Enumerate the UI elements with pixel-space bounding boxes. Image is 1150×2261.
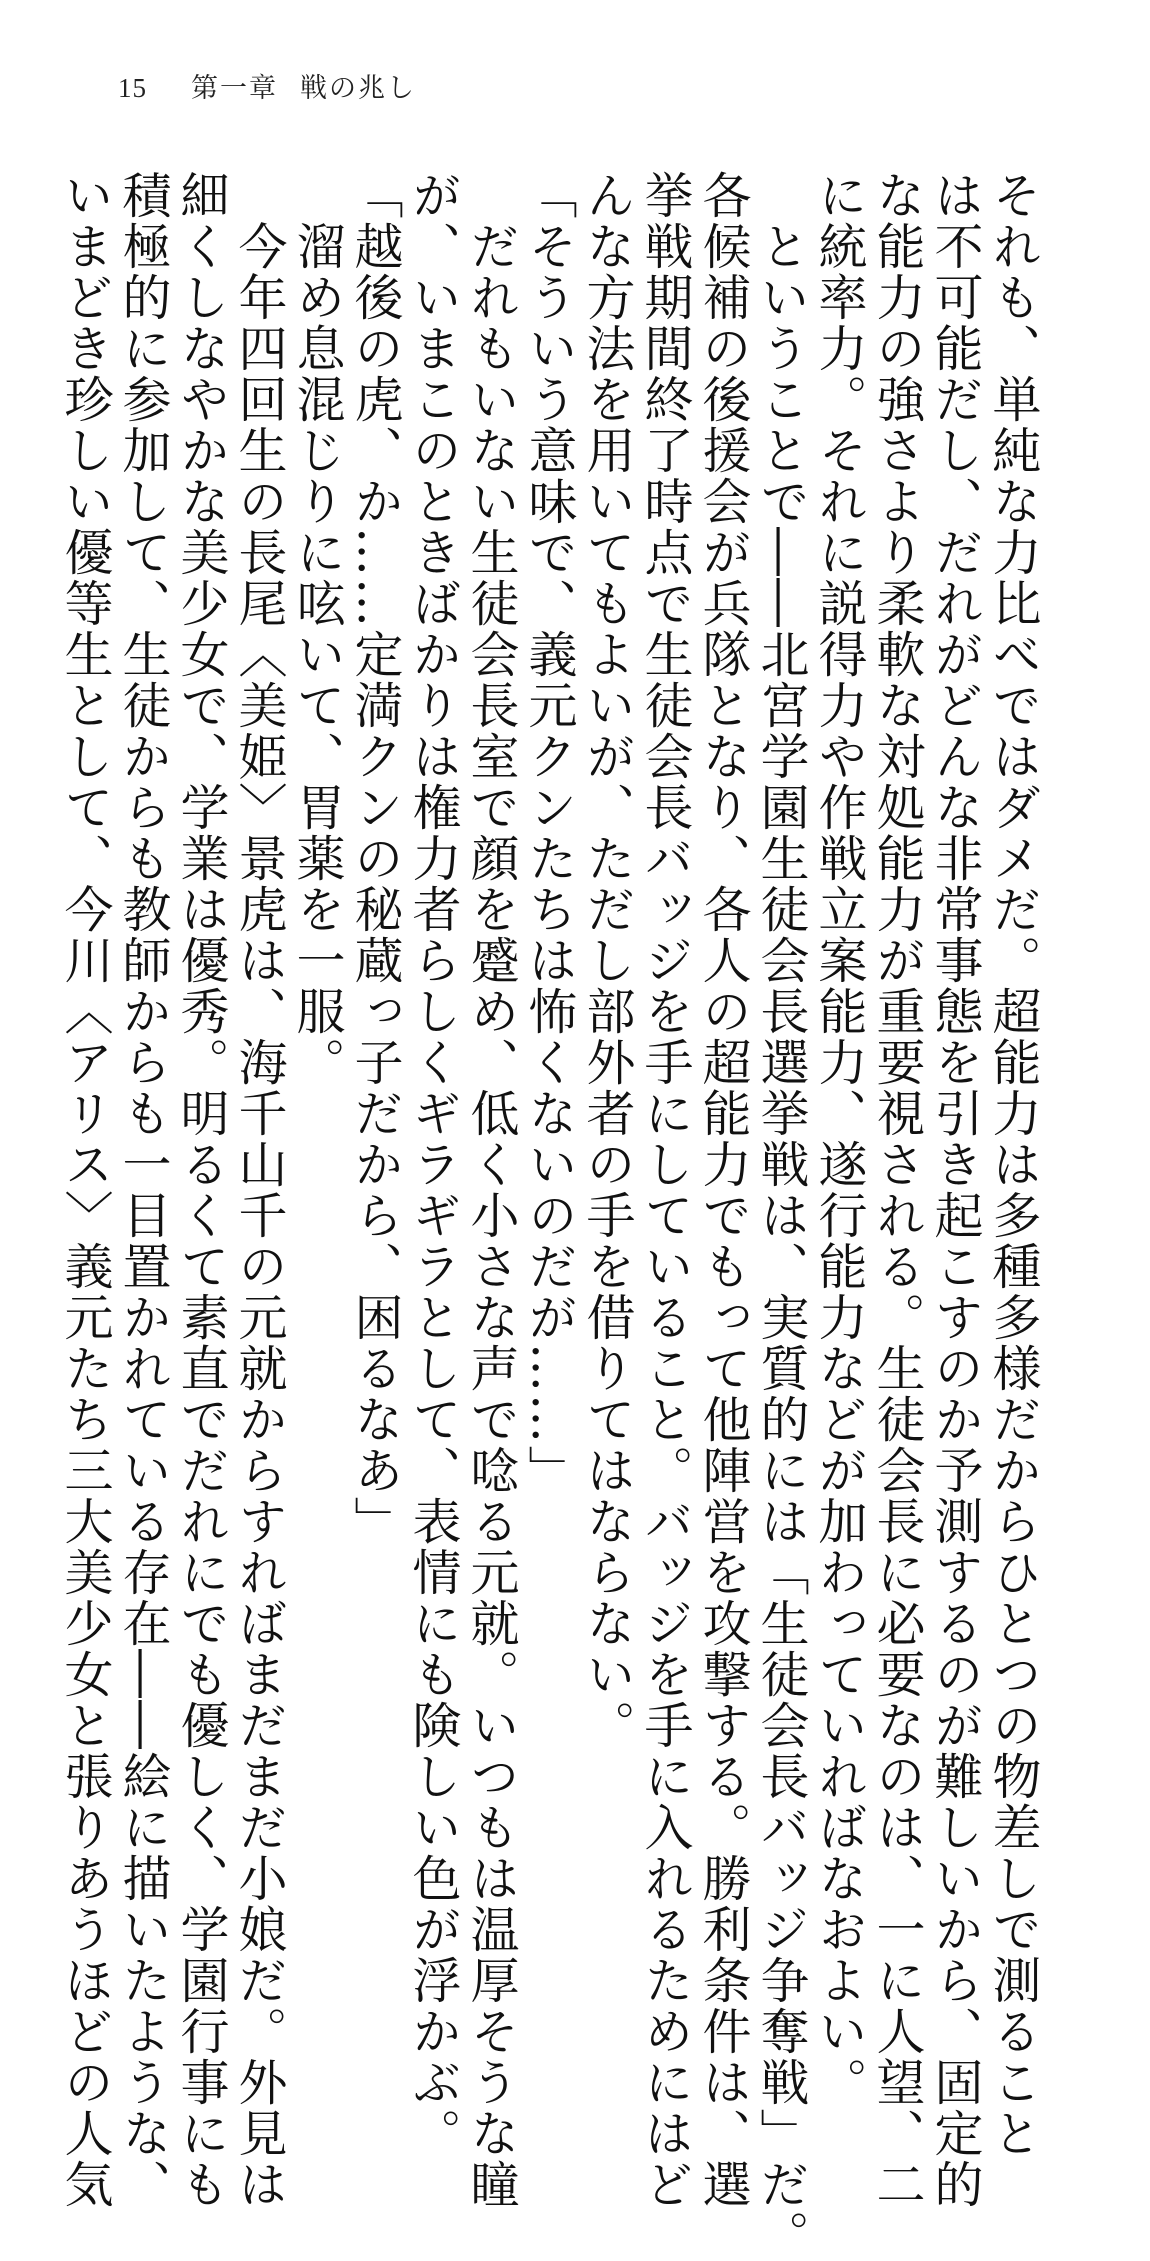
running-header [118,66,416,106]
text-line: だれもいない生徒会長室で顔を蹙め、低く小さな声で唸る元就。いつもは温厚そうな瞳 [463,170,520,2210]
chapter-label: 第一章 [191,73,278,103]
text-line: は不可能だし、だれがどんな非常事態を引き起こすのか予測するのが難しいから、固定的 [927,170,984,2210]
text-line: 積極的に参加して、生徒からも教師からも一目置かれている存在――絵に描いたような、 [115,170,172,2210]
text-line: 挙戦期間終了時点で生徒会長バッジを手にしていること。バッジを手に入れるためにはど [637,170,694,2210]
text-line: 今年四回生の長尾〈美姫〉景虎は、海千山千の元就からすればまだまだ小娘だ。外見は [231,170,288,2210]
text-line: いまどき珍しい優等生として、今川〈アリス〉義元たち三大美少女と張りあうほどの人気 [57,170,114,2210]
chapter-title: 戦の兆し [300,73,416,103]
text-line: 「越後の虎、か……定満クンの秘蔵っ子だから、困るなあ」 [347,170,404,1547]
text-line: が、いまこのときばかりは権力者らしくギラギラとして、表情にも険しい色が浮かぶ。 [405,170,462,2159]
text-line: な能力の強さより柔軟な対処能力が重要視される。生徒会長に必要なのは、一に人望、二 [869,170,926,2210]
text-line: 細くしなやかな美少女で、学業は優秀。明るくて素直でだれにでも優しく、学園行事にも [173,170,230,2210]
text-line: それも、単純な力比べではダメだ。超能力は多種多様だからひとつの物差しで測ること [985,170,1042,2159]
vertical-body-text [57,170,1042,2261]
text-line: に統率力。それに説得力や作戦立案能力、遂行能力などが加わっていればなおよい。 [811,170,868,2108]
text-line: 「そういう意味で、義元クンたちは怖くないのだが……」 [521,170,578,1496]
page-number: 15 [118,73,147,103]
text-line: 溜め息混じりに呟いて、胃薬を一服。 [289,170,346,1088]
text-line: 各候補の後援会が兵隊となり、各人の超能力でもって他陣営を攻撃する。勝利条件は、選 [695,170,752,2210]
text-line: ということで――北宮学園生徒会長選挙戦は、実質的には「生徒会長バッジ争奪戦」だ。 [753,170,810,2261]
text-line: んな方法を用いてもよいが、ただし部外者の手を借りてはならない。 [579,170,636,1751]
